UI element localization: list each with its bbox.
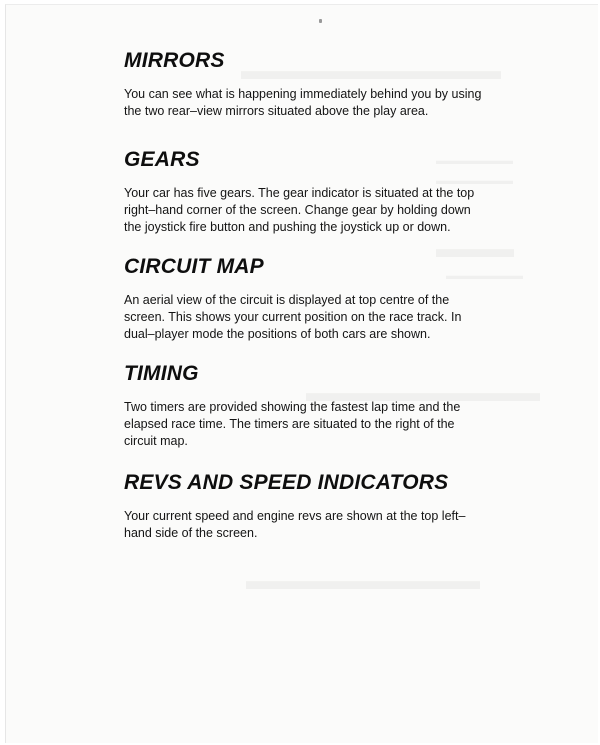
show-through-heading <box>246 565 480 596</box>
section-heading: REVS AND SPEED INDICATORS <box>124 471 449 494</box>
section-body: An aerial view of the circuit is displayed at top centre of the screen. This shows your current position on the race track. In dual–player mode the positions of both cars are shown. <box>124 293 462 341</box>
section-mirrors <box>124 49 544 120</box>
section-body: You can see what is happening immediately behind you by using the two rear–view mirrors situated above the play area. <box>124 87 482 118</box>
section-body: Your car has five gears. The gear indicator is situated at the top right–hand corner of the screen. Change gear by holding down the joystick fire button and pushing the joystick up or down. <box>124 186 475 234</box>
section-circuit-map <box>124 255 544 343</box>
section-revs-and-speed-indicators <box>124 471 544 542</box>
paper-speck <box>319 19 322 23</box>
manual-page <box>5 4 598 743</box>
section-heading: GEARS <box>124 148 200 171</box>
section-heading: MIRRORS <box>124 49 225 72</box>
section-heading: CIRCUIT MAP <box>124 255 264 278</box>
section-gears <box>124 148 544 236</box>
section-body: Two timers are provided showing the fastest lap time and the elapsed race time. The timers are situated to the right of the circuit map. <box>124 400 461 448</box>
section-body: Your current speed and engine revs are shown at the top left– hand side of the screen. <box>124 509 466 540</box>
section-heading: TIMING <box>124 362 199 385</box>
section-timing <box>124 362 544 450</box>
